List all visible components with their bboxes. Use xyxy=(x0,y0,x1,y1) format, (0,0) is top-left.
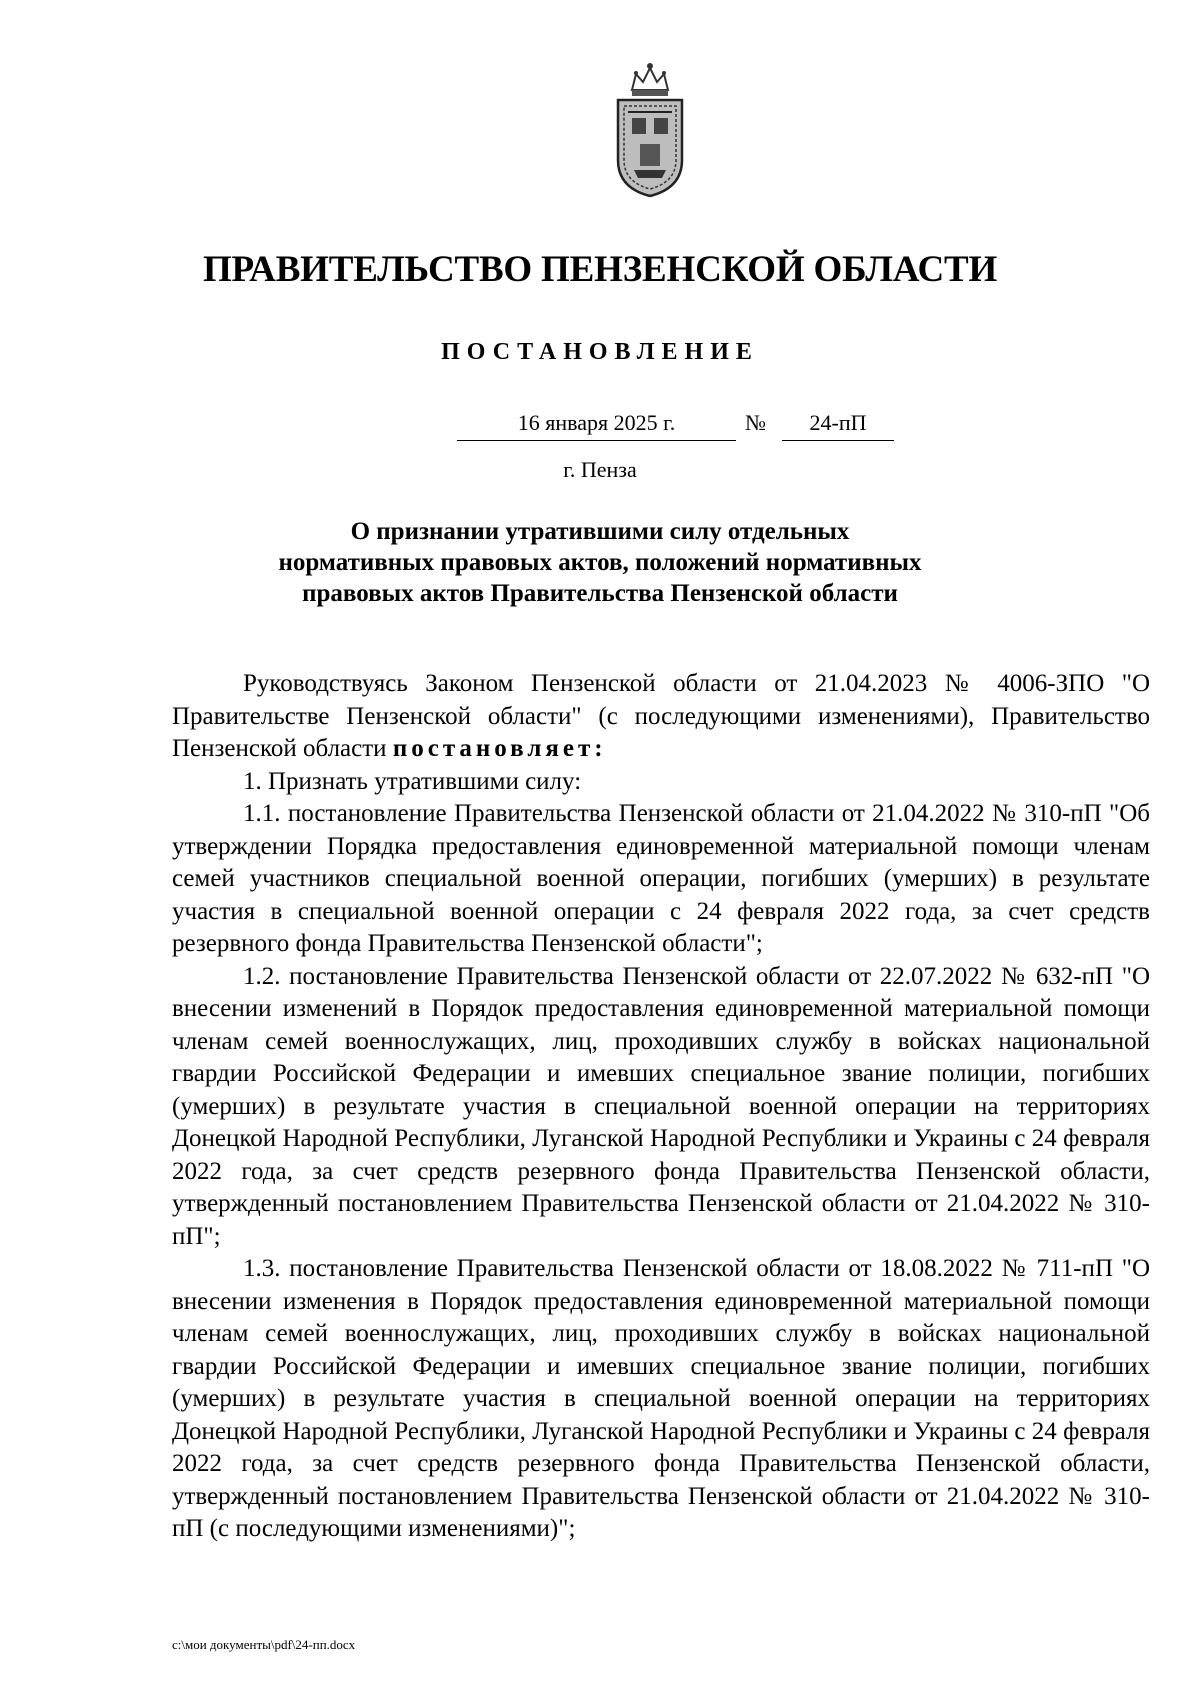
document-date: 16 января 2025 г. xyxy=(457,408,736,441)
title-line: О признании утратившими силу отдельных xyxy=(350,518,850,545)
title-line: нормативных правовых актов, положений нормативных xyxy=(278,549,922,576)
document-number: 24-пП xyxy=(782,408,894,441)
document-body xyxy=(172,668,1150,1546)
document-type: ПОСТАНОВЛЕНИЕ xyxy=(441,339,759,365)
item-paragraph: 1.1. постановление Правительства Пензенской области от 21.04.2022 № 310-пП "Об утверждении Порядка предоставления единовременной материальной помощи членам семей участников специальной военной операции, погибших (умерших) в результате участия в специальной военной операции с 24 февраля 2022 года, за счет средств резервного фонда Правительства Пензенской области"; xyxy=(172,800,1150,957)
document-title xyxy=(0,516,1200,609)
authority-name: ПРАВИТЕЛЬСТВО ПЕНЗЕНСКОЙ ОБЛАСТИ xyxy=(202,249,998,290)
footer-file-path: c:\мои документы\pdf\24-пп.docx xyxy=(172,1637,356,1652)
preamble-text: Руководствуясь Законом Пензенской области от 21.04.2023 № 4006-ЗПО "О Правительстве Пензенской области" (с последующими изменениями), Правительство Пензенской области xyxy=(172,670,1150,762)
item-paragraph: 1.3. постановление Правительства Пензенской области от 18.08.2022 № 711-пП "О внесении изменения в Порядок предоставления единовременной материальной помощи членам семей военнослужащих, лиц, проходивших службу в войсках национальной гвардии Российской Федерации и имевших специальное звание полиции, погибших (умерших) в результате участия в специальной военной операции на территориях Донецкой Народной Республики, Луганской Народной Республики и Украины с 24 февраля 2022 года, за счет средств резервного фонда Правительства Пензенской области, утвержденный постановлением Правительства Пензенской области от 21.04.2022 № 310-пП (с последующими изменениями)"; xyxy=(172,1255,1150,1542)
preamble-paragraph xyxy=(172,668,1150,766)
item-paragraph: 1. Признать утратившими силу: xyxy=(243,767,582,795)
date-number-line xyxy=(0,408,1200,442)
title-line: правовых актов Правительства Пензенской области xyxy=(302,580,898,607)
place-of-issue: г. Пенза xyxy=(563,457,637,482)
decree-word: постановляет: xyxy=(392,735,607,762)
coat-of-arms-icon xyxy=(610,60,690,200)
number-sign: № xyxy=(745,410,766,435)
item-paragraph: 1.2. постановление Правительства Пензенской области от 22.07.2022 № 632-пП "О внесении изменений в Порядок предоставления единовременной материальной помощи членам семей военнослужащих, лиц, проходивших службу в войсках национальной гвардии Российской Федерации и имевших специальное звание полиции, погибших (умерших) в результате участия в специальной военной операции на территориях Донецкой Народной Республики, Луганской Народной Республики и Украины с 24 февраля 2022 года, за счет средств резервного фонда Правительства Пензенской области, утвержденный постановлением Правительства Пензенской области от 21.04.2022 № 310-пП"; xyxy=(172,962,1150,1250)
